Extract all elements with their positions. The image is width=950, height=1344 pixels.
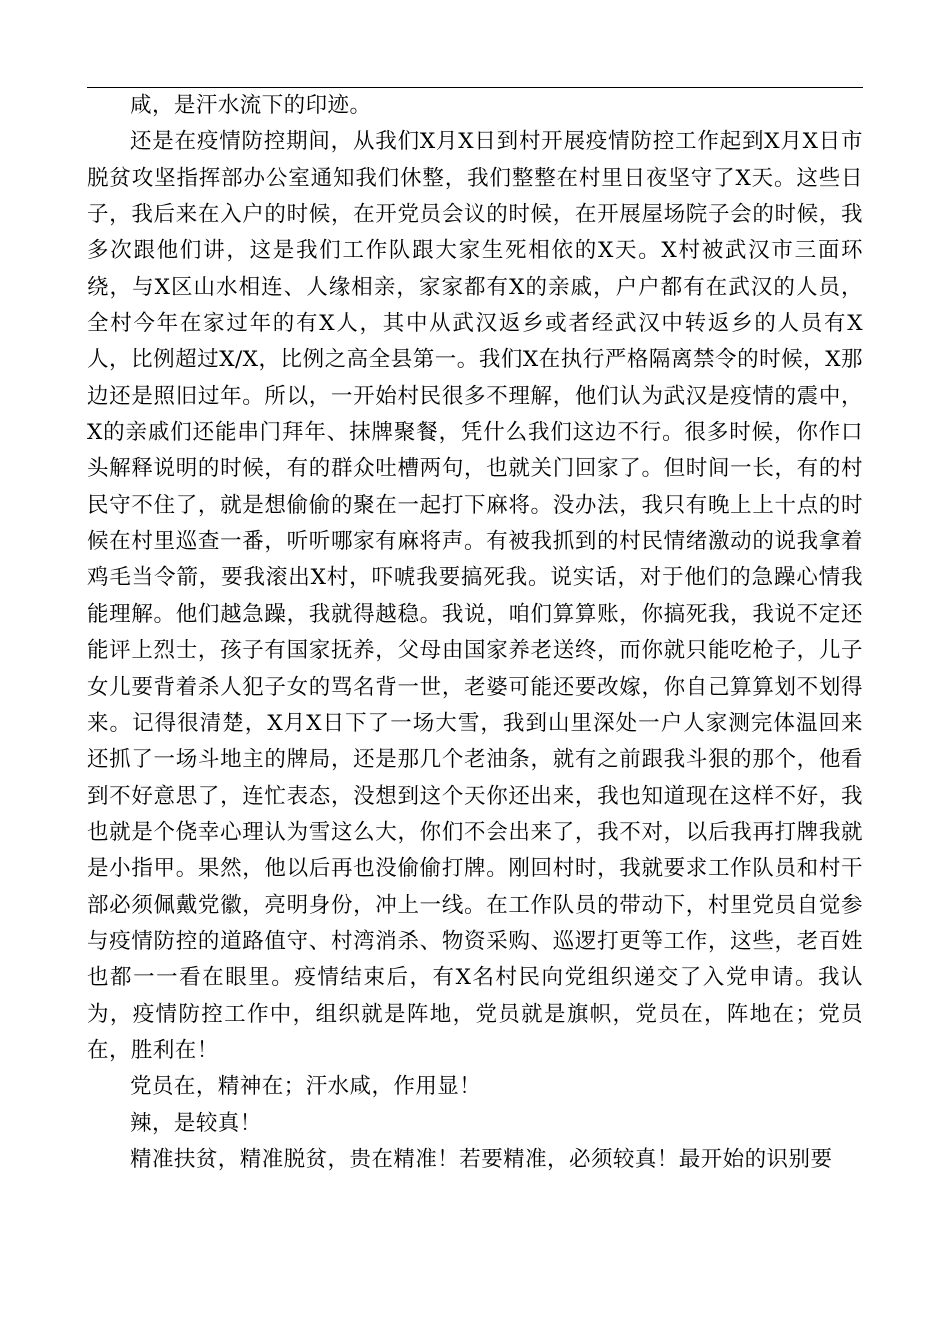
paragraph-party-spirit: 党员在，精神在；汗水咸，作用显！ (130, 1074, 482, 1100)
paragraph-spicy-heading: 辣，是较真！ (130, 1110, 262, 1136)
paragraph-epidemic-story: 还是在疫情防控期间，从我们X月X日到村开展疫情防控工作起到X月X日市脱贫攻坚指挥部办公室通知我们休整，我们整整在村里日夜坚守了X天。这些日子，我后来在入户的时候，在开党员会议的时候，在开展屋场院子会的时候，我多次跟他们讲，这是我们工作队跟大家生死相依的X天。X村被武汉市三面环绕，与X区山水相连、人缘相亲，家家都有X的亲戚，户户都有在武汉的人员，全村今年在家过年的有X人，其中从武汉返乡或者经武汉中转返乡的人员有X人，比例超过X/X，比例之高全县第一。我们X在执行严格隔离禁令的时候，X那边还是照旧过年。所以，一开始村民很多不理解，他们认为武汉是疫情的震中，X的亲戚们还能串门拜年、抹牌聚餐，凭什么我们这边不行。很多时候，你作口头解释说明的时候，有的群众吐槽两句，也就关门回家了。但时间一长，有的村民守不住了，就是想偷偷的聚在一起打下麻将。没办法，我只有晚上上十点的时候在村里巡查一番，听听哪家有麻将声。有被我抓到的村民情绪激动的说我拿着鸡毛当令箭，要我滚出X村，吓唬我要搞死我。说实话，对于他们的急躁心情我能理解。他们越急躁，我就得越稳。我说，咱们算算账，你搞死我，我说不定还能评上烈士，孩子有国家抚养，父母由国家养老送终，而你就只能吃枪子，儿子女儿要背着杀人犯子女的骂名背一世，老婆可能还要改嫁，你自己算算划不划得来。记得很清楚，X月X日下了一场大雪，我到山里深处一户人家测完体温回来还抓了一场斗地主的牌局，还是那几个老油条，就有之前跟我斗狠的那个，他看到不好意思了，连忙表态，没想到这个天你还出来，我也知道现在这样不好，我也就是个侥幸心理认为雪这么大，你们不会出来了，我不对，以后我再打牌我就是小指甲。果然，他以后再也没偷偷打牌。刚回村时，我就要求工作队员和村干部必须佩戴党徽，亮明身份，冲上一线。在工作队员的带动下，村里党员自觉参与疫情防控的道路值守、村湾消杀、物资采购、巡逻打更等工作，这些，老百姓也都一一看在眼里。疫情结束后，有X名村民向党组织递交了入党申请。我认为，疫情防控工作中，组织就是阵地，党员就是旗帜，党员在，阵地在；党员在，胜利在！ (87, 129, 863, 1063)
paragraph-precision: 精准扶贫，精准脱贫，贵在精准！若要精准，必须较真！最开始的识别要 (130, 1146, 833, 1172)
document-body (87, 88, 863, 1178)
paragraph-sweat-trace: 咸，是汗水流下的印迹。 (130, 93, 372, 118)
